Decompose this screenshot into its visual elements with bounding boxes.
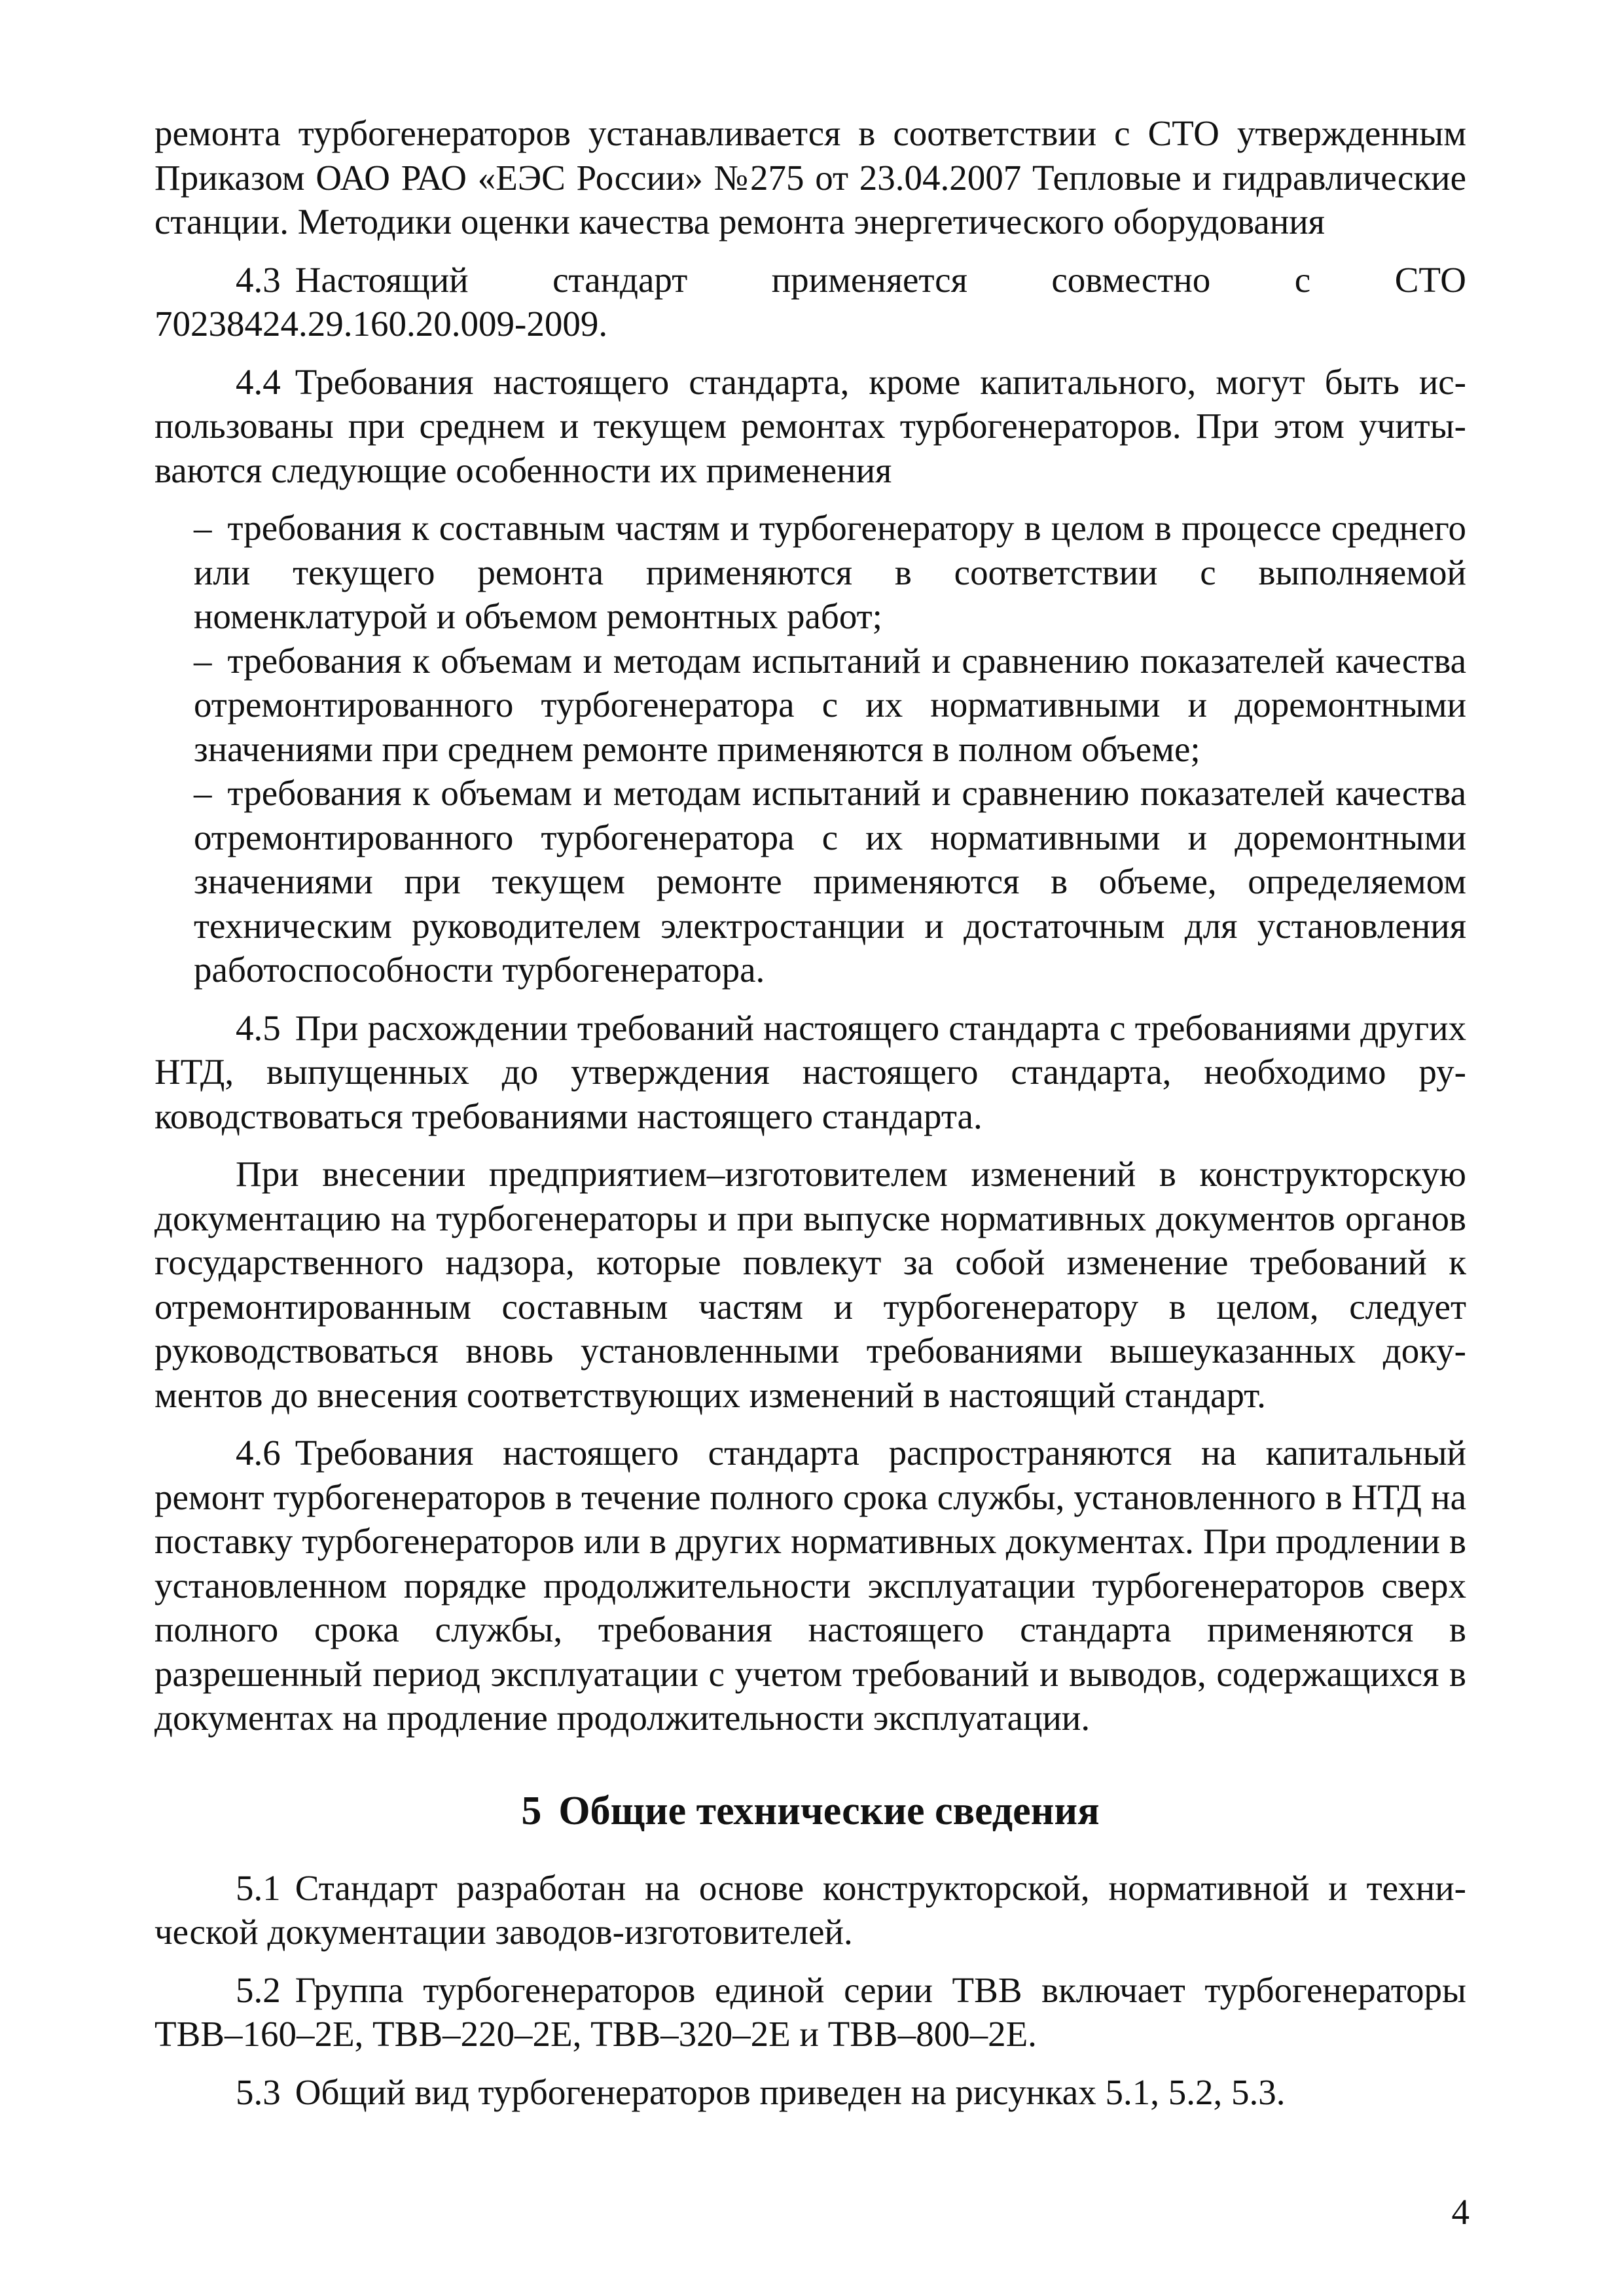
application-features-list (154, 506, 1466, 992)
section-number: 5 (521, 1788, 542, 1833)
paragraph-4-5-continued-text: При внесении предприятием–изготовителем изменений в конструкторскую документацию на турбогенераторы и при выпуске нормативных документов органов государственного надзора, которые повлекут за собой изменение требований к отремонтированным составным частям и турбогенератору в целом, следует руководствоваться вновь установленными требованиями вышеуказанных документов до внесения соответствующих изменений в настоящий стандарт. (154, 1154, 1466, 1415)
clause-number-5-1: 5.1 (236, 1867, 281, 1908)
paragraph-4-4 (154, 360, 1466, 493)
paragraph-4-5-continued (154, 1152, 1466, 1417)
paragraph-5-1 (154, 1866, 1466, 1954)
paragraph-4-3 (154, 258, 1466, 346)
list-item-text: требования к составным частям и турбогенератору в целом в процессе среднего или текущего ремонта применяются в соответствии с выполняемой номенклатурой и объемом ремонтных работ; (194, 508, 1466, 636)
list-item (194, 771, 1466, 992)
clause-number-4-3: 4.3 (236, 259, 281, 300)
document-body (154, 111, 1466, 2114)
section-5-heading (154, 1787, 1466, 1835)
section-title: Общие технические сведения (558, 1788, 1100, 1833)
paragraph-4-6 (154, 1431, 1466, 1740)
clause-number-5-2: 5.2 (236, 1969, 281, 2010)
page-number: 4 (1451, 2192, 1470, 2232)
list-item-text: требования к объемам и методам испытаний и сравнению показателей качества отремонтированного турбогенератора с их нормативными и доремонтными значениями при среднем ремонте применяются в полном объеме; (194, 640, 1466, 769)
list-item-text: требования к объемам и методам испытаний и сравнению показателей качества отремонтированного турбогенератора с их нормативными и доремонтными значениями при текущем ремонте применяются в объеме, определяемом техническим руководителем электростанции и достаточным для установления работоспособности турбогенератора. (194, 773, 1466, 990)
paragraph-4-5 (154, 1006, 1466, 1139)
continuation-text: ремонта турбогенераторов устанавливается в соответствии с СТО утвержденным Приказом ОАО РАО «ЕЭС России» №275 от 23.04.2007 Тепловые и гидравлические станции. Методики оценки качества ремонта энергетического оборудования (154, 113, 1466, 242)
paragraph-4-4-text: Требования настоящего стандарта, кроме капитального, могут быть использованы при среднем и текущем ремонтах турбогенераторов. При этом учитываются следующие особенности их применения (154, 361, 1466, 490)
paragraph-5-1-text: Стандарт разработан на основе конструкторской, нормативной и технической документации заводов-изготовителей. (154, 1867, 1466, 1952)
paragraph-4-5-text: При расхождении требований настоящего стандарта с требованиями других НТД, выпущенных до утверждения настоящего стандарта, необходимо руководствоваться требованиями настоящего стандарта. (154, 1007, 1466, 1136)
paragraph-5-3-text: Общий вид турбогенераторов приведен на рисунках 5.1, 5.2, 5.3. (295, 2072, 1286, 2112)
list-dash: – (194, 640, 212, 681)
list-item (194, 639, 1466, 772)
paragraph-5-3 (154, 2070, 1466, 2115)
continuation-paragraph (154, 111, 1466, 244)
list-dash: – (194, 773, 212, 813)
clause-number-5-3: 5.3 (236, 2072, 281, 2112)
clause-number-4-6: 4.6 (236, 1433, 281, 1473)
paragraph-4-3-text: Настоящий стандарт применяется совместно с СТО 70238424.29.160.20.009-2009. (154, 259, 1466, 344)
clause-number-4-4: 4.4 (236, 361, 281, 402)
clause-number-4-5: 4.5 (236, 1007, 281, 1048)
paragraph-4-6-text: Требования настоящего стандарта распространяются на капитальный ремонт турбогенераторов в течение полного срока службы, установленного в НТД на поставку турбогенераторов или в других нормативных документах. При продлении в установленном порядке продолжительности эксплуатации турбогенераторов сверх полного срока службы, требования настоящего стандарта применяются в разрешенный период эксплуатации с учетом требований и выводов, содержащихся в документах на продление продолжительности эксплуатации. (154, 1433, 1466, 1738)
list-dash: – (194, 508, 212, 548)
paragraph-5-2-text: Группа турбогенераторов единой серии ТВВ включает турбогенераторы ТВВ–160–2Е, ТВВ–220–2Е, ТВВ–320–2Е и ТВВ–800–2Е. (154, 1969, 1466, 2054)
paragraph-5-2 (154, 1968, 1466, 2056)
list-item (194, 506, 1466, 639)
